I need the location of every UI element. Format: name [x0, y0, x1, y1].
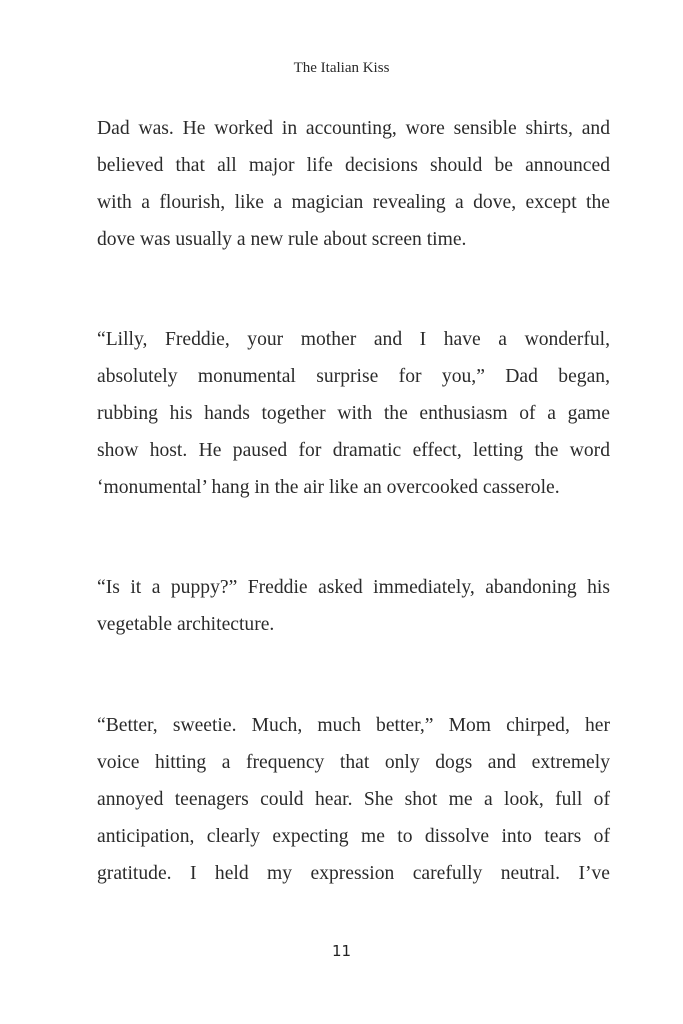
- text-line: “Lilly, Freddie, your mother and I have a wonderful,: [97, 329, 610, 350]
- text-line: believed that all major life decisions should be announced: [97, 155, 610, 176]
- text-line: rubbing his hands together with the enthusiasm of a game: [97, 403, 610, 424]
- text-line: anticipation, clearly expecting me to dissolve into tears of: [97, 826, 610, 847]
- text-line: vegetable architecture.: [97, 614, 275, 635]
- text-line: dove was usually a new rule about screen time.: [97, 229, 467, 250]
- text-line: “Better, sweetie. Much, much better,” Mom chirped, her: [97, 715, 610, 736]
- text-line: show host. He paused for dramatic effect, letting the word: [97, 440, 610, 461]
- text-line: gratitude. I held my expression carefully neutral. I’ve: [97, 863, 610, 884]
- text-line: with a flourish, like a magician revealing a dove, except the: [97, 192, 610, 213]
- text-line: voice hitting a frequency that only dogs and extremely: [97, 752, 610, 773]
- running-title: The Italian Kiss: [293, 60, 390, 76]
- text-line: “Is it a puppy?” Freddie asked immediately, abandoning his: [97, 577, 610, 598]
- text-line: annoyed teenagers could hear. She shot me a look, full of: [97, 789, 610, 810]
- paragraph-1: [97, 110, 610, 258]
- text-line: Dad was. He worked in accounting, wore sensible shirts, and: [97, 118, 610, 139]
- page-number: 11: [331, 942, 352, 960]
- text-line: absolutely monumental surprise for you,” Dad began,: [97, 366, 610, 387]
- text-line: ‘monumental’ hang in the air like an overcooked casserole.: [97, 477, 560, 498]
- paragraph-4: [97, 707, 610, 892]
- paragraph-2: [97, 321, 610, 506]
- paragraph-3: [97, 569, 610, 643]
